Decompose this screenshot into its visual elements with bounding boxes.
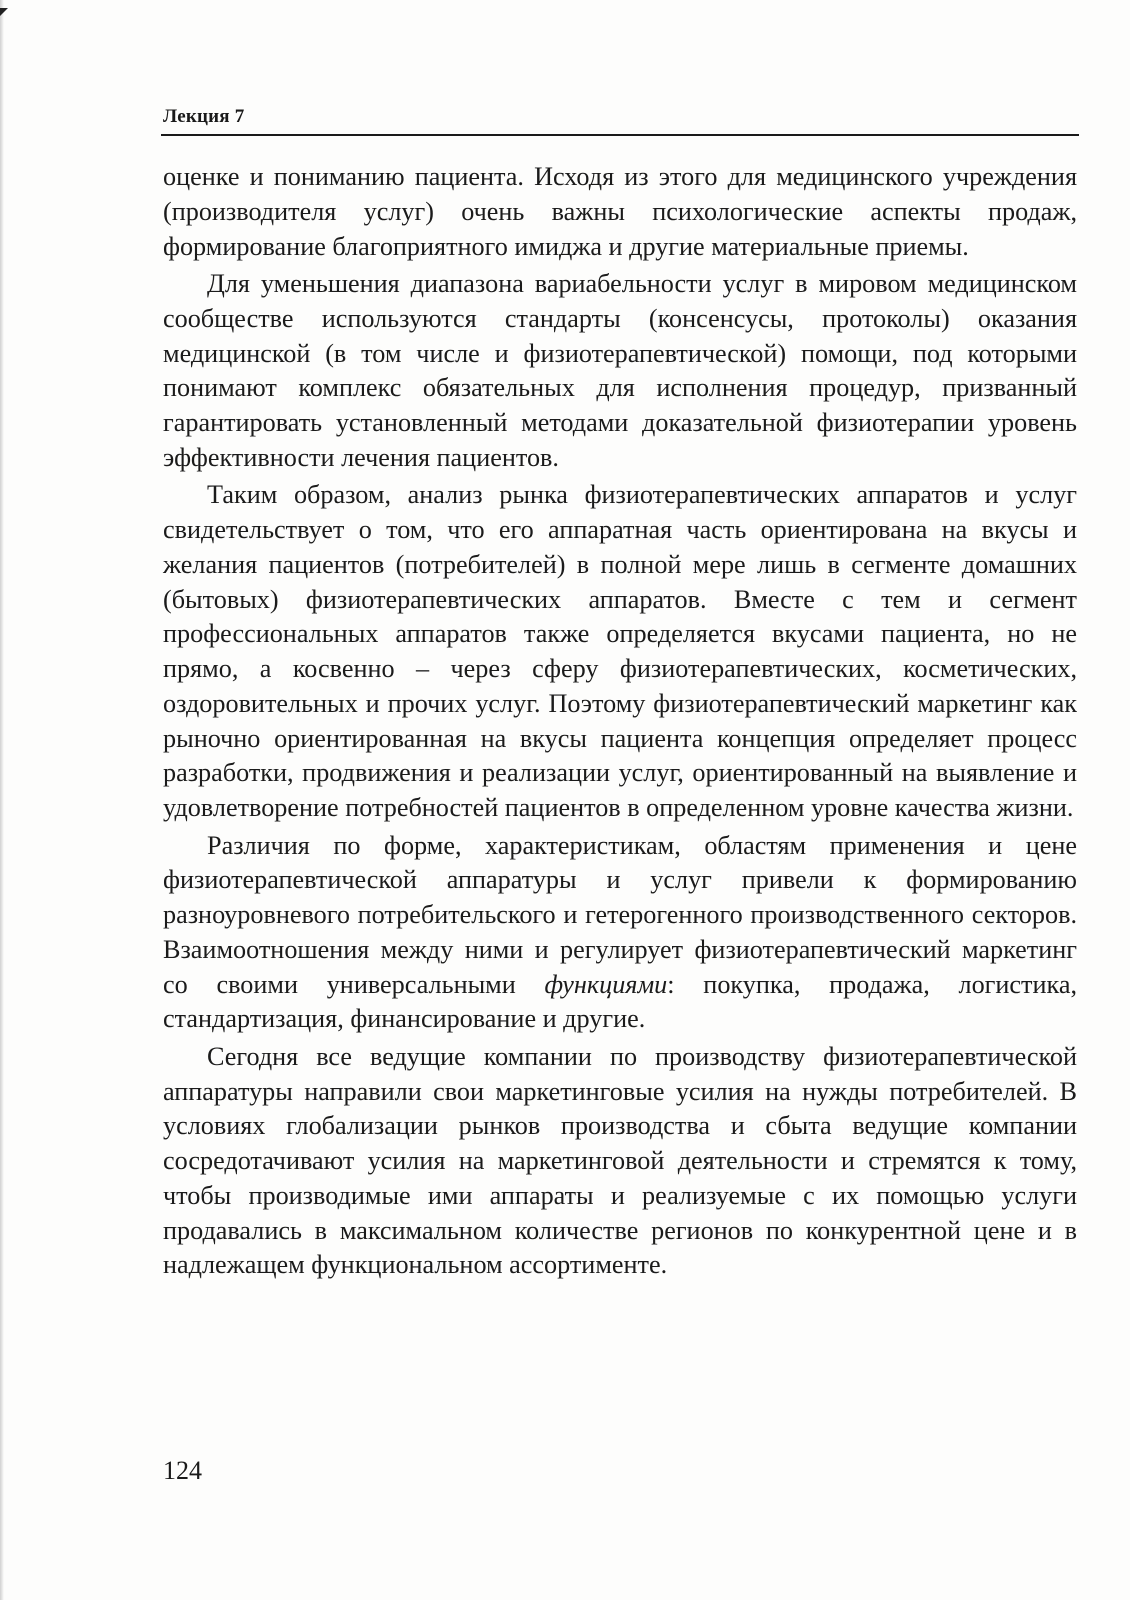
paragraph-2: Для уменьшения диапазона вариабельности услуг в мировом медицинском сообществе используются стандарты (консенсусы, протоколы) оказания медицинской (в том числе и физиотерапевтической) помощи, под которыми понимают комплекс обязательных для исполнения процедур, призванный гарантировать установленный методами доказательной физиотерапии уровень эффективности лечения пациентов. xyxy=(163,269,1077,472)
paragraph-4 xyxy=(163,829,1077,1038)
paragraph-5: Сегодня все ведущие компании по производству физиотерапевтической аппаратуры направили свои маркетинговые усилия на нужды потребителей. В условиях глобализации рынков производства и сбыта ведущие компании сосредотачивают усилия на маркетинговой деятельности и стремятся к тому, чтобы производимые ими аппараты и реализуемые с их помощью услуги продавались в максимальном количестве регионов по конкурентной цене и в надлежащем функциональном ассортименте. xyxy=(163,1041,1077,1280)
paragraph-4-text-before: Различия по форме, характеристикам, областям применения и цене физиотерапевтической аппаратуры и услуг привели к формированию разноуровневого потребительского и гетерогенного производственного секторов. Взаимоотношения между ними и регулирует физиотерапевтический маркетинг со своими универсальными xyxy=(163,830,1077,999)
page-number: 124 xyxy=(163,1456,202,1485)
body-text xyxy=(163,160,1077,1286)
running-head-title: Лекция 7 xyxy=(163,106,245,127)
paragraph-3: Таким образом, анализ рынка физиотерапевтических аппаратов и услуг свидетельствует о том, что его аппаратная часть ориентирована на вкусы и желания пациентов (потребителей) в полной мере лишь в сегменте домашних (бытовых) физиотерапевтических аппаратов. Вместе с тем и сегмент профессиональных аппаратов также определяется вкусами пациента, но не прямо, а косвенно – через сферу физиотерапевтических, косметических, оздоровительных и прочих услуг. Поэтому физиотерапевтический маркетинг как рыночно ориентированная на вкусы пациента концепция определяет процесс разработки, продвижения и реализации услуг, ориентированный на выявление и удовлетворение потребностей пациентов в определенном уровне качества жизни. xyxy=(163,480,1077,823)
header-rule xyxy=(161,134,1079,136)
paragraph-4-emphasis: функциями xyxy=(544,969,668,999)
paragraph-1: оценке и пониманию пациента. Исходя из этого для медицинского учреждения (производителя услуг) очень важны психологические аспекты продаж, формирование благоприятного имиджа и другие материальные приемы. xyxy=(163,162,1077,261)
paragraph-4-text-after: : покупка, продажа, логистика, стандартизация, финансирование и другие. xyxy=(163,969,1078,1034)
scan-edge-shadow xyxy=(0,0,4,1600)
scan-corner-mark xyxy=(0,8,8,16)
